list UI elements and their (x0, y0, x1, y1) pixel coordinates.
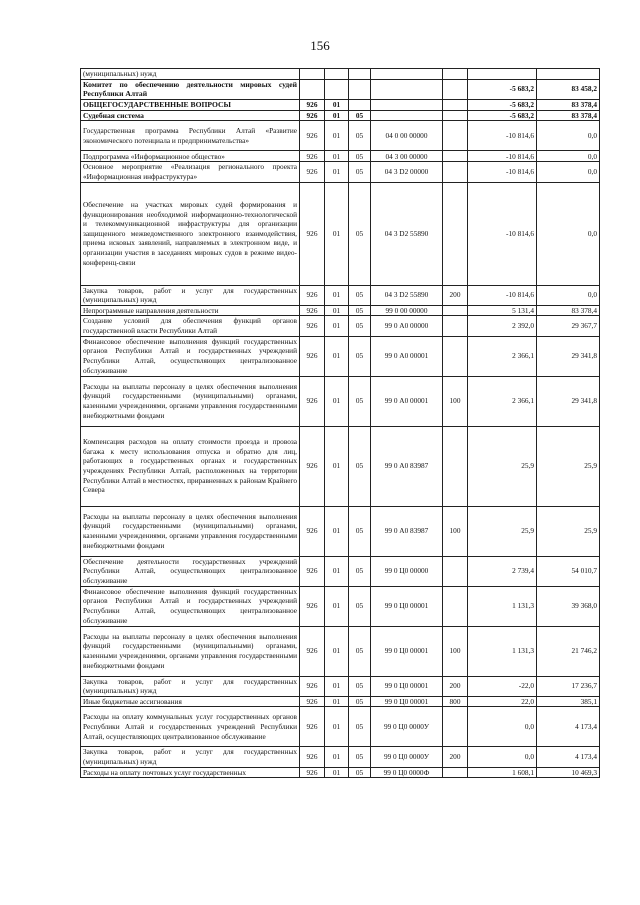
table-row (81, 305, 600, 316)
admin-code-cell: 926 (300, 676, 325, 696)
section-code-cell: 01 (325, 316, 349, 336)
admin-code-cell: 926 (300, 747, 325, 767)
admin-code-cell: 926 (300, 305, 325, 316)
target-article-cell: 99 0 А0 83987 (371, 426, 443, 506)
subsection-code-cell (349, 79, 371, 99)
table-row (81, 767, 600, 778)
expense-type-cell (443, 586, 468, 626)
admin-code-cell: 926 (300, 707, 325, 747)
amount-change-cell: -10 814,6 (468, 162, 537, 182)
amount-change-cell: 22,0 (468, 696, 537, 707)
row-name-cell: Судебная система (81, 110, 300, 121)
admin-code-cell: 926 (300, 376, 325, 426)
section-code-cell: 01 (325, 336, 349, 376)
target-article-cell: 99 0 Ц0 00001 (371, 676, 443, 696)
row-name-cell: Закупка товаров, работ и услуг для государственных (муниципальных) нужд (81, 285, 300, 305)
section-code-cell: 01 (325, 110, 349, 121)
admin-code-cell: 926 (300, 336, 325, 376)
admin-code-cell: 926 (300, 586, 325, 626)
amount-change-cell (468, 69, 537, 80)
amount-total-cell: 83 378,4 (537, 110, 600, 121)
subsection-code-cell: 05 (349, 696, 371, 707)
subsection-code-cell: 05 (349, 151, 371, 162)
expense-type-cell (443, 79, 468, 99)
subsection-code-cell: 05 (349, 110, 371, 121)
target-article-cell (371, 99, 443, 110)
amount-change-cell: 1 131,3 (468, 586, 537, 626)
expense-type-cell: 200 (443, 747, 468, 767)
amount-total-cell: 0,0 (537, 151, 600, 162)
target-article-cell: 99 0 00 00000 (371, 305, 443, 316)
amount-total-cell: 83 378,4 (537, 99, 600, 110)
table-row (81, 121, 600, 151)
amount-total-cell: 0,0 (537, 121, 600, 151)
section-code-cell: 01 (325, 676, 349, 696)
table-row (81, 110, 600, 121)
subsection-code-cell: 05 (349, 707, 371, 747)
amount-total-cell: 17 236,7 (537, 676, 600, 696)
subsection-code-cell: 05 (349, 426, 371, 506)
admin-code-cell (300, 79, 325, 99)
target-article-cell: 99 0 А0 00001 (371, 376, 443, 426)
table-row (81, 376, 600, 426)
section-code-cell: 01 (325, 305, 349, 316)
amount-total-cell: 21 746,2 (537, 626, 600, 676)
admin-code-cell (300, 69, 325, 80)
section-code-cell: 01 (325, 151, 349, 162)
subsection-code-cell: 05 (349, 506, 371, 556)
row-name-cell: ОБЩЕГОСУДАРСТВЕННЫЕ ВОПРОСЫ (81, 99, 300, 110)
row-name-cell: Непрограммные направления деятельности (81, 305, 300, 316)
subsection-code-cell: 05 (349, 336, 371, 376)
table-row (81, 316, 600, 336)
section-code-cell: 01 (325, 99, 349, 110)
expense-type-cell (443, 336, 468, 376)
amount-total-cell: 385,1 (537, 696, 600, 707)
row-name-cell: Закупка товаров, работ и услуг для государственных (муниципальных) нужд (81, 676, 300, 696)
section-code-cell: 01 (325, 506, 349, 556)
expense-type-cell: 100 (443, 626, 468, 676)
section-code-cell: 01 (325, 162, 349, 182)
section-code-cell: 01 (325, 696, 349, 707)
amount-change-cell: 1 131,3 (468, 626, 537, 676)
amount-total-cell: 0,0 (537, 182, 600, 285)
target-article-cell: 99 0 Ц0 00001 (371, 586, 443, 626)
row-name-cell: Комитет по обеспечению деятельности мировых судей Республики Алтай (81, 79, 300, 99)
target-article-cell: 99 0 Ц0 0000Ф (371, 767, 443, 778)
amount-total-cell: 25,9 (537, 426, 600, 506)
amount-total-cell: 29 367,7 (537, 316, 600, 336)
table-row (81, 676, 600, 696)
row-name-cell: Подпрограмма «Информационное общество» (81, 151, 300, 162)
row-name-cell: Расходы на выплаты персоналу в целях обеспечения выполнения функций государственными (муниципальными) органами, казенными учреждениями, органами управления государственными внебюджетными фондами (81, 376, 300, 426)
budget-table (80, 68, 600, 778)
admin-code-cell: 926 (300, 626, 325, 676)
subsection-code-cell: 05 (349, 747, 371, 767)
section-code-cell: 01 (325, 121, 349, 151)
amount-total-cell: 4 173,4 (537, 707, 600, 747)
table-row (81, 285, 600, 305)
amount-change-cell: 0,0 (468, 707, 537, 747)
subsection-code-cell: 05 (349, 316, 371, 336)
section-code-cell: 01 (325, 747, 349, 767)
subsection-code-cell: 05 (349, 182, 371, 285)
table-row (81, 626, 600, 676)
amount-change-cell: -10 814,6 (468, 151, 537, 162)
subsection-code-cell (349, 69, 371, 80)
admin-code-cell: 926 (300, 110, 325, 121)
expense-type-cell (443, 151, 468, 162)
admin-code-cell: 926 (300, 99, 325, 110)
expense-type-cell: 100 (443, 506, 468, 556)
subsection-code-cell: 05 (349, 556, 371, 586)
admin-code-cell: 926 (300, 182, 325, 285)
section-code-cell: 01 (325, 767, 349, 778)
amount-change-cell: -5 683,2 (468, 110, 537, 121)
admin-code-cell: 926 (300, 162, 325, 182)
amount-change-cell: 25,9 (468, 506, 537, 556)
target-article-cell: 04 3 00 00000 (371, 151, 443, 162)
section-code-cell: 01 (325, 586, 349, 626)
target-article-cell: 04 0 00 00000 (371, 121, 443, 151)
subsection-code-cell (349, 99, 371, 110)
amount-total-cell: 10 469,3 (537, 767, 600, 778)
target-article-cell (371, 69, 443, 80)
target-article-cell: 99 0 Ц0 00001 (371, 696, 443, 707)
section-code-cell: 01 (325, 556, 349, 586)
subsection-code-cell: 05 (349, 121, 371, 151)
row-name-cell: Расходы на оплату коммунальных услуг государственных органов Республики Алтай и государственных учреждений Республики Алтай, осуществляющих централизованное обслуживание (81, 707, 300, 747)
target-article-cell: 04 3 D2 55890 (371, 182, 443, 285)
admin-code-cell: 926 (300, 121, 325, 151)
subsection-code-cell: 05 (349, 626, 371, 676)
amount-change-cell: -5 683,2 (468, 79, 537, 99)
row-name-cell: Основное мероприятие «Реализация регионального проекта «Информационная инфраструктура» (81, 162, 300, 182)
table-row (81, 556, 600, 586)
amount-change-cell: 2 739,4 (468, 556, 537, 586)
amount-total-cell (537, 69, 600, 80)
admin-code-cell: 926 (300, 767, 325, 778)
table-body (81, 69, 600, 778)
table-row (81, 506, 600, 556)
target-article-cell: 99 0 Ц0 0000У (371, 707, 443, 747)
table-row (81, 182, 600, 285)
row-name-cell: Финансовое обеспечение выполнения функций государственных органов Республики Алтай и государственных учреждений Республики Алтай, осуществляющих централизованное обслуживание (81, 586, 300, 626)
subsection-code-cell: 05 (349, 285, 371, 305)
admin-code-cell: 926 (300, 151, 325, 162)
amount-change-cell: 2 392,0 (468, 316, 537, 336)
expense-type-cell: 200 (443, 676, 468, 696)
amount-total-cell: 25,9 (537, 506, 600, 556)
table-row (81, 99, 600, 110)
row-name-cell: Финансовое обеспечение выполнения функций государственных органов Республики Алтай и государственных учреждений Республики Алтай, осуществляющих централизованное обслуживание (81, 336, 300, 376)
row-name-cell: Расходы на оплату почтовых услуг государственных (81, 767, 300, 778)
section-code-cell: 01 (325, 707, 349, 747)
row-name-cell: Создание условий для обеспечения функций органов государственной власти Республики Алтай (81, 316, 300, 336)
admin-code-cell: 926 (300, 316, 325, 336)
table-row (81, 707, 600, 747)
row-name-cell: Обеспечение деятельности государственных учреждений Республики Алтай, осуществляющих централизованное обслуживание (81, 556, 300, 586)
row-name-cell: (муниципальных) нужд (81, 69, 300, 80)
admin-code-cell: 926 (300, 426, 325, 506)
amount-change-cell: 1 608,1 (468, 767, 537, 778)
table-row (81, 747, 600, 767)
expense-type-cell (443, 556, 468, 586)
admin-code-cell: 926 (300, 696, 325, 707)
section-code-cell (325, 69, 349, 80)
target-article-cell: 99 0 Ц0 0000У (371, 747, 443, 767)
amount-change-cell: -5 683,2 (468, 99, 537, 110)
admin-code-cell: 926 (300, 506, 325, 556)
target-article-cell (371, 79, 443, 99)
row-name-cell: Расходы на выплаты персоналу в целях обеспечения выполнения функций государственными (муниципальными) органами, казенными учреждениями, органами управления государственными внебюджетными фондами (81, 506, 300, 556)
table-row (81, 162, 600, 182)
row-name-cell: Обеспечение на участках мировых судей формирования и функционирования необходимой информационно-технологической и телекоммуникационной инфраструктуры для организации защищенного межведомственного электронного взаимодействия, приема исковых заявлений, направляемых в электронном виде, и организации участия в заседаниях мировых судов в режиме видео-конференц-связи (81, 182, 300, 285)
table-row (81, 336, 600, 376)
amount-change-cell: 25,9 (468, 426, 537, 506)
target-article-cell: 99 0 А0 83987 (371, 506, 443, 556)
expense-type-cell: 100 (443, 376, 468, 426)
subsection-code-cell: 05 (349, 676, 371, 696)
target-article-cell: 99 0 А0 00000 (371, 316, 443, 336)
table-row (81, 69, 600, 80)
target-article-cell: 99 0 Ц0 00001 (371, 626, 443, 676)
row-name-cell: Иные бюджетные ассигнования (81, 696, 300, 707)
subsection-code-cell: 05 (349, 767, 371, 778)
expense-type-cell (443, 182, 468, 285)
target-article-cell (371, 110, 443, 121)
amount-change-cell: -10 814,6 (468, 182, 537, 285)
expense-type-cell (443, 707, 468, 747)
section-code-cell: 01 (325, 182, 349, 285)
table-row (81, 586, 600, 626)
amount-total-cell: 39 368,0 (537, 586, 600, 626)
expense-type-cell (443, 121, 468, 151)
expense-type-cell (443, 99, 468, 110)
section-code-cell (325, 79, 349, 99)
target-article-cell: 04 3 D2 00000 (371, 162, 443, 182)
expense-type-cell: 800 (443, 696, 468, 707)
expense-type-cell (443, 69, 468, 80)
amount-total-cell: 0,0 (537, 162, 600, 182)
expense-type-cell (443, 316, 468, 336)
amount-change-cell: 5 131,4 (468, 305, 537, 316)
amount-change-cell: -22,0 (468, 676, 537, 696)
subsection-code-cell: 05 (349, 376, 371, 426)
amount-total-cell: 54 010,7 (537, 556, 600, 586)
amount-total-cell: 4 173,4 (537, 747, 600, 767)
amount-change-cell: -10 814,6 (468, 285, 537, 305)
amount-change-cell: -10 814,6 (468, 121, 537, 151)
subsection-code-cell: 05 (349, 162, 371, 182)
amount-change-cell: 0,0 (468, 747, 537, 767)
amount-total-cell: 83 458,2 (537, 79, 600, 99)
row-name-cell: Компенсация расходов на оплату стоимости проезда и провоза багажа к месту использования отпуска и обратно для лиц, работающих в государственных органах и государственных учреждениях Республики Алтай, расположенных на территории Республики Алтай в местностях, приравненных к районам Крайнего Севера (81, 426, 300, 506)
table-row (81, 426, 600, 506)
table-row (81, 696, 600, 707)
section-code-cell: 01 (325, 376, 349, 426)
target-article-cell: 99 0 А0 00001 (371, 336, 443, 376)
section-code-cell: 01 (325, 626, 349, 676)
row-name-cell: Закупка товаров, работ и услуг для государственных (муниципальных) нужд (81, 747, 300, 767)
admin-code-cell: 926 (300, 285, 325, 305)
target-article-cell: 99 0 Ц0 00000 (371, 556, 443, 586)
table-row (81, 79, 600, 99)
amount-total-cell: 29 341,8 (537, 376, 600, 426)
amount-change-cell: 2 366,1 (468, 376, 537, 426)
expense-type-cell: 200 (443, 285, 468, 305)
subsection-code-cell: 05 (349, 305, 371, 316)
row-name-cell: Государственная программа Республики Алтай «Развитие экономического потенциала и предпринимательства» (81, 121, 300, 151)
expense-type-cell (443, 426, 468, 506)
expense-type-cell (443, 162, 468, 182)
page-number: 156 (310, 38, 330, 53)
row-name-cell: Расходы на выплаты персоналу в целях обеспечения выполнения функций государственными (муниципальными) органами, казенными учреждениями, органами управления государственными внебюджетными фондами (81, 626, 300, 676)
amount-total-cell: 83 378,4 (537, 305, 600, 316)
expense-type-cell (443, 110, 468, 121)
subsection-code-cell: 05 (349, 586, 371, 626)
section-code-cell: 01 (325, 285, 349, 305)
table-row (81, 151, 600, 162)
expense-type-cell (443, 305, 468, 316)
target-article-cell: 04 3 D2 55890 (371, 285, 443, 305)
expense-type-cell (443, 767, 468, 778)
amount-total-cell: 29 341,8 (537, 336, 600, 376)
section-code-cell: 01 (325, 426, 349, 506)
amount-total-cell: 0,0 (537, 285, 600, 305)
amount-change-cell: 2 366,1 (468, 336, 537, 376)
admin-code-cell: 926 (300, 556, 325, 586)
